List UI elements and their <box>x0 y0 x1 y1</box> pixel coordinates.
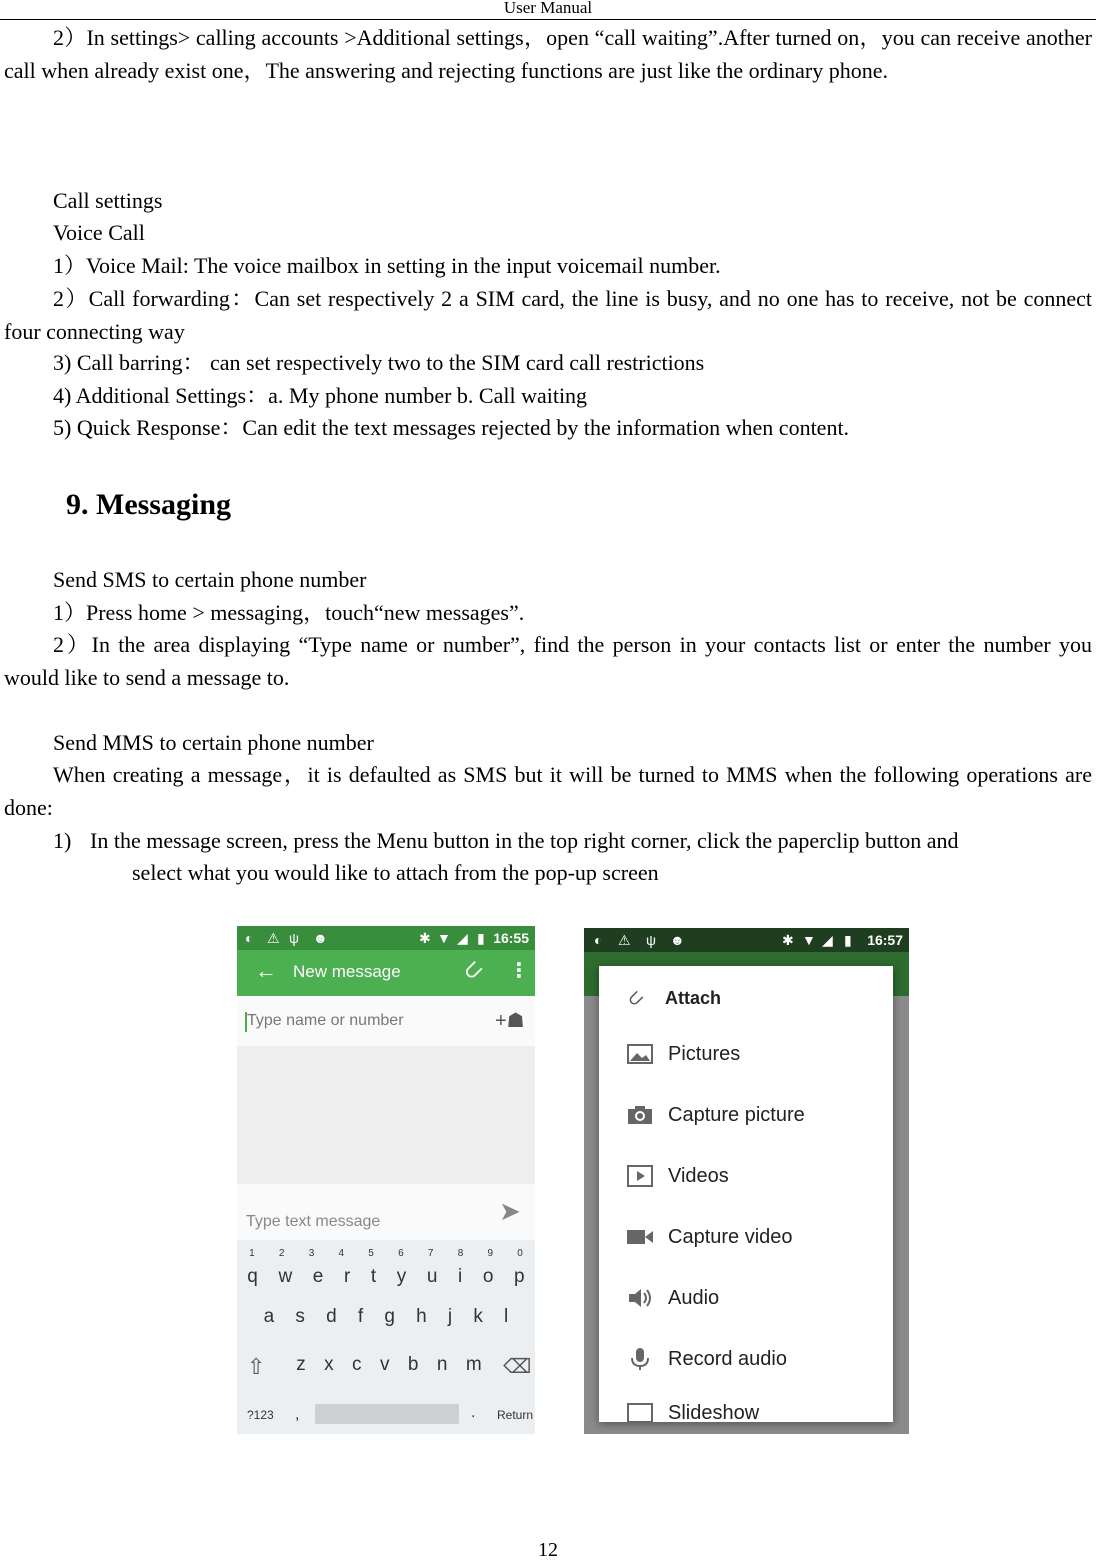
camera-icon <box>626 1104 654 1126</box>
keyboard-key[interactable]: z <box>296 1354 306 1375</box>
wifi-icon: ▼ <box>802 932 816 948</box>
bluetooth-icon: ✱ <box>419 930 431 946</box>
keyboard-key[interactable]: q <box>247 1266 258 1287</box>
call-settings-item-1: 1）Voice Mail: The voice mailbox in setting in the input voicemail number. <box>53 253 721 278</box>
sms-step-2: 2）In the area displaying “Type name or number”, find the person in your contacts list or enter the number you would like to send a message to. <box>4 632 1092 690</box>
android-icon: ☻ <box>670 932 685 948</box>
call-settings-item-3: 3) Call barring： can set respectively two to the SIM card call restrictions <box>53 350 705 375</box>
sms-step-1: 1）Press home > messaging，touch“new messages”. <box>53 600 525 625</box>
keyboard-digit: 0 <box>517 1248 523 1259</box>
keyboard-key[interactable]: b <box>407 1354 419 1375</box>
symbols-key[interactable]: ?123 <box>247 1408 274 1422</box>
app-logo-icon: ◐ <box>245 930 254 946</box>
add-contact-icon[interactable]: +☗ <box>495 1010 525 1032</box>
keyboard-key[interactable]: g <box>384 1306 395 1327</box>
keyboard-digit: 5 <box>368 1248 374 1259</box>
bluetooth-icon: ✱ <box>782 932 794 948</box>
keyboard-key[interactable]: t <box>370 1266 377 1287</box>
android-icon: ☻ <box>313 930 328 946</box>
keyboard <box>237 1240 535 1434</box>
keyboard-digit: 2 <box>278 1248 285 1259</box>
call-settings-item-2: 2）Call forwarding：Can set respectively 2 a SIM card, the line is busy, and no one has to receive, not be connect four connecting way <box>4 286 1092 344</box>
keyboard-digit: 4 <box>338 1248 345 1259</box>
attach-item-label: Record audio <box>668 1347 787 1370</box>
call-settings-item-5: 5) Quick Response：Can edit the text messages rejected by the information when content. <box>53 415 850 440</box>
send-icon[interactable]: ➤ <box>499 1196 521 1226</box>
paperclip-icon: ⊂ <box>622 985 650 1013</box>
wifi-icon: ▼ <box>437 930 451 946</box>
videocam-icon <box>626 1226 654 1248</box>
keyboard-key[interactable]: v <box>379 1354 390 1375</box>
keyboard-digit: 8 <box>457 1248 464 1259</box>
keyboard-digit: 9 <box>487 1248 494 1259</box>
return-key[interactable]: Return <box>497 1408 534 1422</box>
attach-item-audio[interactable] <box>626 1278 719 1318</box>
keyboard-key[interactable]: a <box>263 1306 275 1327</box>
attach-item-slideshow[interactable] <box>626 1400 759 1422</box>
toolbar-title: New message <box>293 962 401 981</box>
attach-item-label: Capture picture <box>668 1103 805 1126</box>
signal-icon: ◢ <box>822 932 833 948</box>
app-logo-icon: ◐ <box>594 932 603 948</box>
attach-item-record-audio[interactable] <box>626 1339 787 1379</box>
paperclip-icon[interactable]: ⊂ <box>456 953 490 988</box>
keyboard-key[interactable]: c <box>352 1354 362 1375</box>
status-time: 16:55 <box>493 930 529 946</box>
keyboard-key[interactable]: m <box>465 1354 482 1375</box>
call-settings-title: Call settings <box>53 188 163 213</box>
toolbar <box>237 950 535 996</box>
sms-title: Send SMS to certain phone number <box>53 567 367 592</box>
page-number: 12 <box>538 1539 558 1561</box>
attach-item-label: Videos <box>668 1164 729 1187</box>
keyboard-key[interactable]: p <box>514 1266 525 1287</box>
mic-icon <box>626 1348 654 1370</box>
attach-item-videos[interactable] <box>626 1156 729 1196</box>
keyboard-key[interactable]: o <box>482 1266 494 1287</box>
keyboard-key[interactable]: k <box>473 1306 483 1327</box>
shift-key-icon[interactable]: ⇧ <box>247 1354 266 1379</box>
keyboard-key[interactable]: x <box>324 1354 334 1375</box>
recipient-placeholder: Type name or number <box>247 1012 404 1029</box>
usb-icon: ψ <box>289 930 299 946</box>
keyboard-key[interactable]: s <box>295 1306 305 1327</box>
keyboard-key[interactable]: n <box>436 1354 448 1375</box>
keyboard-key[interactable]: e <box>312 1266 324 1287</box>
attach-item-capture-video[interactable] <box>626 1217 793 1257</box>
keyboard-digit: 1 <box>249 1248 255 1259</box>
compose-placeholder: Type text message <box>246 1213 381 1230</box>
keyboard-key[interactable]: h <box>416 1306 427 1327</box>
battery-icon: ▮ <box>477 930 485 946</box>
header-rule <box>0 19 1096 20</box>
mms-step-1-text-a: In the message screen, press the Menu button in the top right corner, click the paperclip button and <box>90 828 959 853</box>
attach-item-label: Audio <box>668 1286 720 1309</box>
status-bar <box>237 926 535 950</box>
warning-icon: ⚠ <box>267 930 280 946</box>
keyboard-row-2 <box>237 1306 535 1328</box>
attach-item-label: Slideshow <box>668 1402 760 1422</box>
attach-dialog-screenshot <box>584 928 909 1434</box>
status-time: 16:57 <box>867 932 903 948</box>
attach-dialog <box>599 966 893 1422</box>
compose-bar[interactable] <box>237 1184 535 1240</box>
keyboard-key[interactable]: w <box>278 1266 293 1287</box>
warning-icon: ⚠ <box>618 932 631 948</box>
back-arrow-icon[interactable]: ← <box>255 958 277 983</box>
keyboard-key[interactable]: l <box>504 1306 509 1327</box>
space-key[interactable] <box>315 1404 459 1424</box>
keyboard-row-1 <box>237 1266 535 1288</box>
attach-item-label: Capture video <box>668 1225 793 1248</box>
mms-title: Send MMS to certain phone number <box>53 730 374 755</box>
status-bar-dimmed <box>584 928 909 952</box>
keyboard-key[interactable]: f <box>357 1306 364 1327</box>
signal-icon: ◢ <box>457 930 468 946</box>
mms-step-1-text-b: select what you would like to attach from the pop-up screen <box>132 860 659 885</box>
keyboard-key[interactable]: r <box>343 1266 351 1287</box>
keyboard-key[interactable]: j <box>447 1306 453 1327</box>
picture-icon <box>626 1043 654 1065</box>
keyboard-digit: 3 <box>308 1248 315 1259</box>
speaker-icon <box>626 1287 654 1309</box>
voice-call-subtitle: Voice Call <box>53 220 145 245</box>
keyboard-key[interactable]: i <box>458 1266 463 1287</box>
attach-item-capture-picture[interactable] <box>626 1095 805 1135</box>
dialog-title: Attach <box>665 988 722 1008</box>
keyboard-digit: 6 <box>398 1248 404 1259</box>
slideshow-icon <box>626 1400 654 1422</box>
keyboard-key[interactable]: y <box>396 1266 407 1287</box>
overflow-menu-icon[interactable]: ⋮ <box>509 960 529 982</box>
battery-icon: ▮ <box>844 932 852 948</box>
backspace-key-icon[interactable]: ⌫ <box>503 1356 532 1378</box>
call-settings-item-4: 4) Additional Settings：a. My phone number b. Call waiting <box>53 383 588 408</box>
usb-icon: ψ <box>646 932 656 948</box>
mms-intro: When creating a message，it is defaulted as SMS but it will be turned to MMS when the following operations are done: <box>4 762 1092 820</box>
keyboard-digit: 7 <box>427 1248 434 1259</box>
running-header: User Manual <box>503 0 593 17</box>
period-key[interactable]: . <box>471 1404 476 1421</box>
intro-paragraph: 2）In settings> calling accounts >Additional settings，open “call waiting”.After turned on，you can receive another call when already exist one，The answering and rejecting functions are just like the ordinary phone. <box>4 25 1092 83</box>
video-icon <box>626 1165 654 1187</box>
keyboard-key[interactable]: u <box>426 1266 438 1287</box>
new-message-screenshot <box>237 926 535 1434</box>
mms-step-1-number: 1) <box>53 828 72 853</box>
attach-item-pictures[interactable] <box>626 1034 740 1074</box>
recipient-field[interactable] <box>237 996 535 1046</box>
attach-item-label: Pictures <box>668 1042 741 1065</box>
keyboard-row-3 <box>237 1354 535 1376</box>
keyboard-digit-row <box>237 1248 535 1259</box>
section-heading: 9. Messaging <box>66 488 231 521</box>
keyboard-key[interactable]: d <box>326 1306 337 1327</box>
comma-key[interactable]: , <box>295 1406 300 1423</box>
